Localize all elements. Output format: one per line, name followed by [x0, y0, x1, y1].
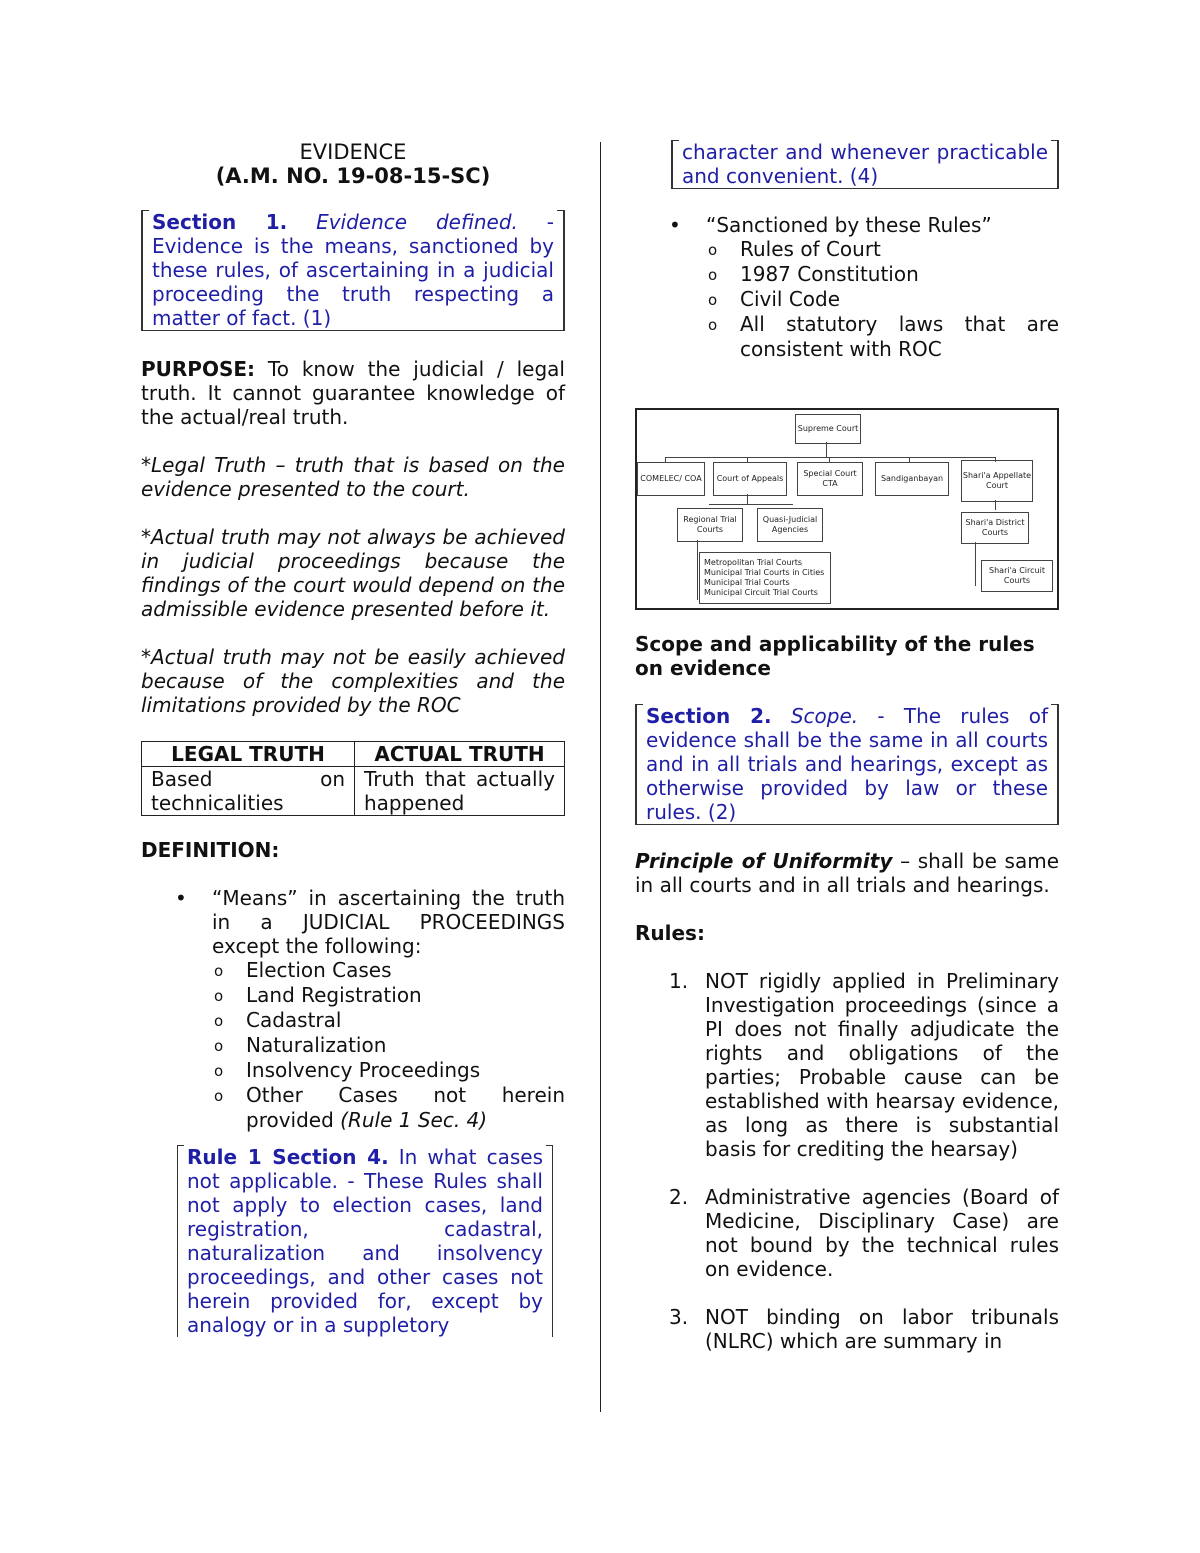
node-supreme-court: Supreme Court	[795, 414, 861, 444]
note-actual-truth-complexities: *Actual truth may not be easily achieved because of the complexities and the limitations provided by the ROC	[141, 645, 565, 717]
node-sharia-district: Shari'a District Courts	[961, 512, 1029, 544]
table-header-legal: LEGAL TRUTH	[142, 742, 355, 767]
exceptions-list	[212, 958, 565, 1133]
list-item: • “Sanctioned by these Rules” o Rules of Court o 1987 Constitution o Civil Code o All statutory laws that are consistent with ROC	[669, 213, 1059, 362]
column-divider	[600, 142, 601, 1412]
node-sharia-circuit: Shari'a Circuit Courts	[981, 560, 1053, 592]
list-item: o Land Registration	[212, 983, 565, 1008]
list-item: o All statutory laws that are consistent with ROC	[706, 312, 1059, 362]
list-item: 3. NOT binding on labor tribunals (NLRC) which are summary in	[669, 1305, 1059, 1353]
list-item: o Insolvency Proceedings	[212, 1058, 565, 1083]
list-item: o Other Cases not herein provided (Rule 1 Sec. 4)	[212, 1083, 565, 1133]
table-cell-actual: Truth that actually happened	[355, 767, 565, 816]
note-actual-truth: *Actual truth may not always be achieved in judicial proceedings because the findings of the court would depend on the admissible evidence presented before it.	[141, 525, 565, 621]
section1-box: Section 1. Evidence defined. - Evidence is the means, sanctioned by these rules, of ascertaining in a judicial proceeding the truth respecting a matter of fact. (1)	[141, 210, 565, 331]
page-title: EVIDENCE	[299, 140, 407, 164]
rule1-section4-box: Rule 1 Section 4. In what cases not applicable. - These Rules shall not apply to election cases, land registration, cadastral, naturalization and insolvency proceedings, and other cases not herein provided for, except by analogy or in a suppletory	[177, 1145, 553, 1337]
table-cell-legal: Based on technicalities	[142, 767, 355, 816]
note-legal-truth: *Legal Truth – truth that is based on the evidence presented to the court.	[141, 453, 565, 501]
section2-box: Section 2. Scope. - The rules of evidence shall be the same in all courts and in all trials and hearings, except as otherwise provided by law or these rules. (2)	[635, 704, 1059, 825]
truth-comparison-table	[141, 741, 565, 816]
list-item: o Rules of Court	[706, 237, 1059, 262]
rule1-section4-continued: character and whenever practicable and convenient. (4)	[671, 140, 1059, 189]
list-item: 2. Administrative agencies (Board of Medicine, Disciplinary Case) are not bound by the technical rules on evidence.	[669, 1185, 1059, 1281]
purpose-paragraph: PURPOSE: To know the judicial / legal truth. It cannot guarantee knowledge of the actual/real truth.	[141, 357, 565, 429]
list-item: o Naturalization	[212, 1033, 565, 1058]
section1-text: Evidence is the means, sanctioned by these rules, of ascertaining in a judicial proceeding the truth respecting a matter of fact. (1)	[152, 234, 554, 330]
list-item: o 1987 Constitution	[706, 262, 1059, 287]
list-item: o Civil Code	[706, 287, 1059, 312]
rules-list	[635, 969, 1059, 1353]
node-cta: Special Court CTA	[797, 462, 863, 496]
node-quasi-judicial: Quasi-Judicial Agencies	[757, 508, 823, 542]
node-sharia-appellate: Shari'a Appellate Court	[961, 460, 1033, 502]
section1-label: Section 1.	[152, 210, 288, 234]
left-column	[141, 140, 565, 1337]
uniformity-paragraph: Principle of Uniformity – shall be same in all courts and in all trials and hearings.	[635, 849, 1060, 897]
node-sandiganbayan: Sandiganbayan	[875, 462, 949, 496]
node-regional-trial-courts: Regional Trial Courts	[677, 508, 743, 542]
node-first-level-courts: Metropolitan Trial Courts Municipal Trial Courts in Cities Municipal Trial Courts Municipal Circuit Trial Courts	[699, 552, 831, 604]
page-subtitle: (A.M. NO. 19-08-15-SC)	[215, 164, 491, 188]
sanctioned-list	[635, 213, 1059, 362]
node-comelec-coa: COMELEC/ COA	[637, 462, 705, 496]
node-court-of-appeals: Court of Appeals	[713, 462, 787, 496]
list-item: o Cadastral	[212, 1008, 565, 1033]
rules-heading: Rules:	[635, 921, 705, 945]
sanctioned-sublist	[706, 237, 1059, 362]
definition-heading: DEFINITION:	[141, 838, 280, 862]
right-column	[635, 140, 1059, 1353]
definition-list	[141, 886, 565, 1133]
table-header-actual: ACTUAL TRUTH	[355, 742, 565, 767]
section1-heading: Evidence defined.	[316, 210, 518, 234]
scope-heading: Scope and applicability of the rules on evidence	[635, 632, 1035, 680]
court-hierarchy-diagram	[635, 408, 1059, 610]
list-item: 1. NOT rigidly applied in Preliminary Investigation proceedings (since a PI does not finally adjudicate the rights and obligations of the parties; Probable cause can be established with hearsay evidence, as long as there is substantial basis for crediting the hearsay)	[669, 969, 1059, 1161]
list-item: • “Means” in ascertaining the truth in a JUDICIAL PROCEEDINGS except the following: o Election Cases o Land Registration o Cadastral o Naturalization o Insolvency Proceedings o Other Cases not herein provided (Rule 1 Sec. 4)	[175, 886, 565, 1133]
list-item: o Election Cases	[212, 958, 565, 983]
